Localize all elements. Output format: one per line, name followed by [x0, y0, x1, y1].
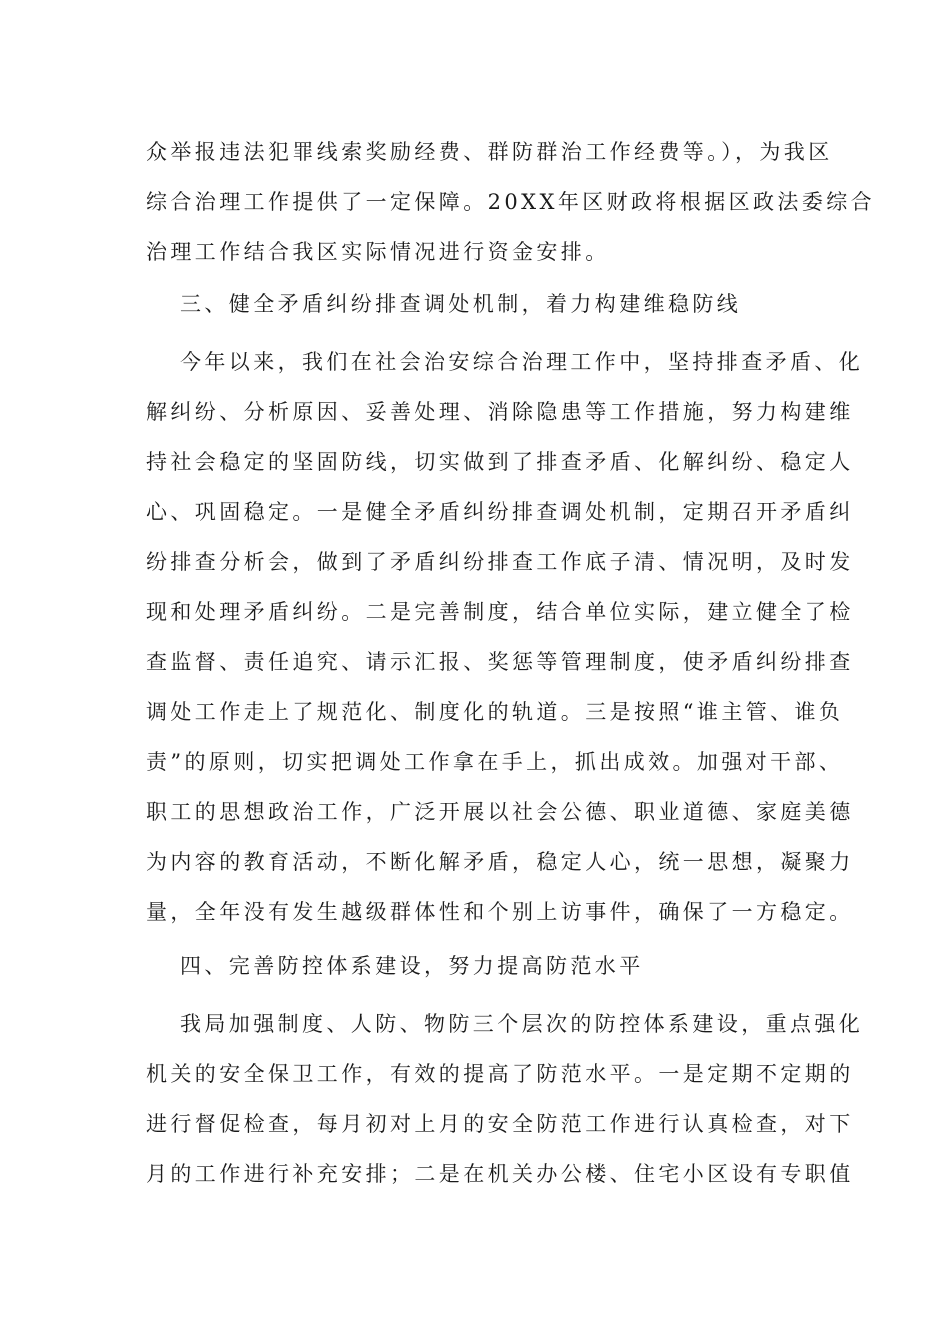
section-heading: 三、健全矛盾纠纷排查调处机制，着力构建维稳防线 — [180, 292, 742, 316]
body-text-line: 责”的原则，切实把调处工作拿在手上，抓出成效。加强对干部、 — [146, 750, 844, 774]
body-text-line: 持社会稳定的坚固防线，切实做到了排查矛盾、化解纠纷、稳定人 — [146, 450, 854, 474]
body-text-line: 我局加强制度、人防、物防三个层次的防控体系建设，重点强化 — [180, 1012, 864, 1036]
body-text-line: 治理工作结合我区实际情况进行资金安排。 — [146, 240, 610, 264]
body-text-line: 纷排查分析会，做到了矛盾纠纷排查工作底子清、情况明，及时发 — [146, 550, 854, 574]
body-text-line: 进行督促检查，每月初对上月的安全防范工作进行认真检查，对下 — [146, 1112, 854, 1136]
section-heading: 四、完善防控体系建设，努力提高防范水平 — [180, 954, 644, 978]
body-text-line: 今年以来，我们在社会治安综合治理工作中，坚持排查矛盾、化 — [180, 350, 864, 374]
body-text-line: 综合治理工作提供了一定保障。20XX年区财政将根据区政法委综合 — [146, 190, 876, 214]
body-text-line: 查监督、责任追究、请示汇报、奖惩等管理制度，使矛盾纠纷排查 — [146, 650, 854, 674]
body-text-line: 众举报违法犯罪线索奖励经费、群防群治工作经费等。），为我区 — [146, 140, 833, 164]
body-text-line: 量，全年没有发生越级群体性和个别上访事件，确保了一方稳定。 — [146, 900, 854, 924]
body-text-line: 月的工作进行补充安排；二是在机关办公楼、住宅小区设有专职值 — [146, 1162, 854, 1186]
body-text-line: 调处工作走上了规范化、制度化的轨道。三是按照“谁主管、谁负 — [146, 700, 844, 724]
body-text-line: 心、巩固稳定。一是健全矛盾纠纷排查调处机制，定期召开矛盾纠 — [146, 500, 854, 524]
body-text-line: 为内容的教育活动，不断化解矛盾，稳定人心，统一思想，凝聚力 — [146, 850, 854, 874]
body-text-line: 机关的安全保卫工作，有效的提高了防范水平。一是定期不定期的 — [146, 1062, 854, 1086]
body-text-line: 现和处理矛盾纠纷。二是完善制度，结合单位实际，建立健全了检 — [146, 600, 854, 624]
body-text-line: 解纠纷、分析原因、妥善处理、消除隐患等工作措施，努力构建维 — [146, 400, 854, 424]
body-text-line: 职工的思想政治工作，广泛开展以社会公德、职业道德、家庭美德 — [146, 800, 854, 824]
